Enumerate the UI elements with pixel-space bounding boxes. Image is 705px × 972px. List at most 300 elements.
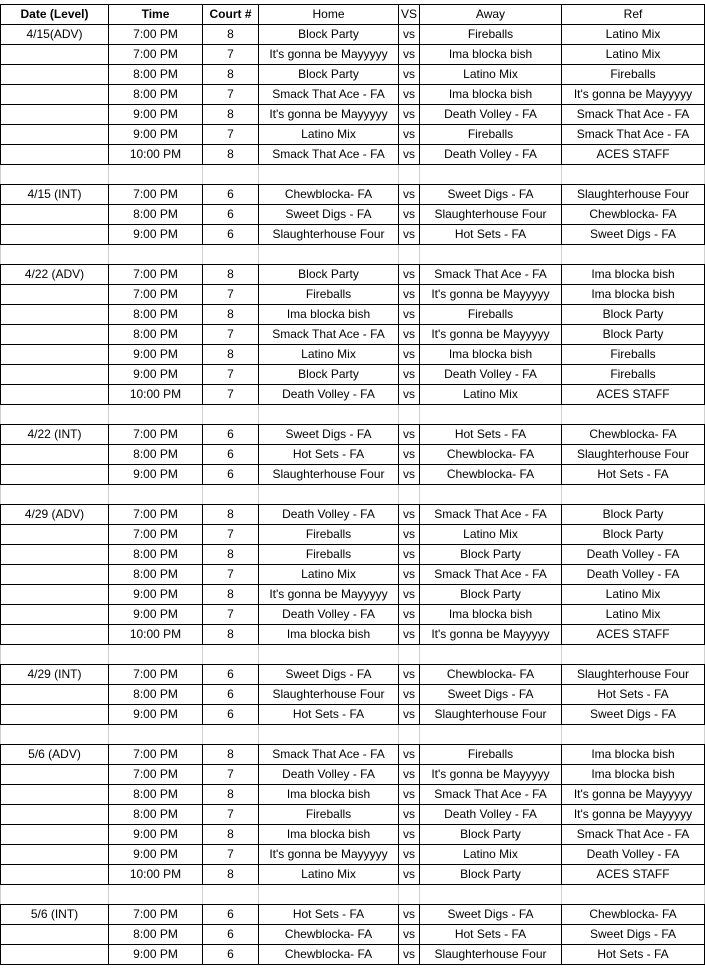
court-cell: 6 <box>203 205 259 225</box>
date-level-empty-cell <box>1 585 109 605</box>
spacer-cell <box>420 405 562 425</box>
ref-cell: Slaughterhouse Four <box>562 665 705 685</box>
home-cell: It's gonna be Mayyyyy <box>259 845 399 865</box>
ref-cell: It's gonna be Mayyyyy <box>562 85 705 105</box>
spacer-cell <box>259 405 399 425</box>
vs-cell: vs <box>399 385 420 405</box>
vs-cell: vs <box>399 525 420 545</box>
time-cell: 7:00 PM <box>109 185 203 205</box>
away-cell: Hot Sets - FA <box>420 925 562 945</box>
table-row <box>1 625 705 645</box>
time-cell: 9:00 PM <box>109 225 203 245</box>
away-cell: Ima blocka bish <box>420 45 562 65</box>
ref-cell: ACES STAFF <box>562 145 705 165</box>
header-ref: Ref <box>562 5 705 25</box>
table-row <box>1 205 705 225</box>
court-cell: 8 <box>203 825 259 845</box>
ref-cell: Slaughterhouse Four <box>562 185 705 205</box>
time-cell: 10:00 PM <box>109 865 203 885</box>
spacer-cell <box>562 645 705 665</box>
date-level-empty-cell <box>1 825 109 845</box>
time-cell: 7:00 PM <box>109 25 203 45</box>
home-cell: Death Volley - FA <box>259 765 399 785</box>
vs-cell: vs <box>399 905 420 925</box>
date-level-cell: 5/6 (ADV) <box>1 745 109 765</box>
time-cell: 9:00 PM <box>109 845 203 865</box>
vs-cell: vs <box>399 925 420 945</box>
court-cell: 6 <box>203 705 259 725</box>
table-row <box>1 285 705 305</box>
home-cell: It's gonna be Mayyyyy <box>259 45 399 65</box>
home-cell: Latino Mix <box>259 345 399 365</box>
home-cell: Latino Mix <box>259 125 399 145</box>
court-cell: 6 <box>203 185 259 205</box>
time-cell: 9:00 PM <box>109 945 203 965</box>
vs-cell: vs <box>399 765 420 785</box>
spacer-cell <box>259 485 399 505</box>
date-level-empty-cell <box>1 465 109 485</box>
table-row <box>1 865 705 885</box>
court-cell: 8 <box>203 745 259 765</box>
court-cell: 6 <box>203 465 259 485</box>
court-cell: 7 <box>203 805 259 825</box>
home-cell: It's gonna be Mayyyyy <box>259 585 399 605</box>
date-level-empty-cell <box>1 785 109 805</box>
table-row <box>1 665 705 685</box>
home-cell: Smack That Ace - FA <box>259 85 399 105</box>
ref-cell: Fireballs <box>562 345 705 365</box>
vs-cell: vs <box>399 305 420 325</box>
court-cell: 6 <box>203 445 259 465</box>
vs-cell: vs <box>399 285 420 305</box>
date-level-empty-cell <box>1 225 109 245</box>
vs-cell: vs <box>399 845 420 865</box>
home-cell: Fireballs <box>259 285 399 305</box>
home-cell: Ima blocka bish <box>259 825 399 845</box>
court-cell: 8 <box>203 265 259 285</box>
ref-cell: Ima blocka bish <box>562 745 705 765</box>
vs-cell: vs <box>399 225 420 245</box>
court-cell: 6 <box>203 425 259 445</box>
vs-cell: vs <box>399 625 420 645</box>
header-away: Away <box>420 5 562 25</box>
vs-cell: vs <box>399 85 420 105</box>
spacer-cell <box>1 405 109 425</box>
ref-cell: Hot Sets - FA <box>562 465 705 485</box>
spacer-cell <box>109 245 203 265</box>
vs-cell: vs <box>399 445 420 465</box>
home-cell: Fireballs <box>259 545 399 565</box>
away-cell: Fireballs <box>420 125 562 145</box>
court-cell: 6 <box>203 945 259 965</box>
ref-cell: Sweet Digs - FA <box>562 225 705 245</box>
away-cell: Fireballs <box>420 745 562 765</box>
date-level-empty-cell <box>1 285 109 305</box>
ref-cell: Slaughterhouse Four <box>562 445 705 465</box>
date-level-empty-cell <box>1 565 109 585</box>
ref-cell: Latino Mix <box>562 45 705 65</box>
table-row <box>1 125 705 145</box>
spacer-cell <box>259 165 399 185</box>
ref-cell: ACES STAFF <box>562 385 705 405</box>
spacer-cell <box>109 885 203 905</box>
spacer-cell <box>259 245 399 265</box>
spacer-row <box>1 725 705 745</box>
date-level-empty-cell <box>1 845 109 865</box>
vs-cell: vs <box>399 345 420 365</box>
away-cell: Slaughterhouse Four <box>420 945 562 965</box>
spacer-row <box>1 405 705 425</box>
table-row <box>1 605 705 625</box>
away-cell: Block Party <box>420 545 562 565</box>
vs-cell: vs <box>399 705 420 725</box>
ref-cell: Ima blocka bish <box>562 285 705 305</box>
court-cell: 6 <box>203 665 259 685</box>
spacer-cell <box>399 165 420 185</box>
spacer-cell <box>109 725 203 745</box>
table-row <box>1 365 705 385</box>
spacer-cell <box>420 485 562 505</box>
away-cell: Slaughterhouse Four <box>420 205 562 225</box>
vs-cell: vs <box>399 365 420 385</box>
spacer-cell <box>562 245 705 265</box>
away-cell: Smack That Ace - FA <box>420 505 562 525</box>
ref-cell: Sweet Digs - FA <box>562 925 705 945</box>
court-cell: 7 <box>203 565 259 585</box>
date-level-cell: 4/15 (INT) <box>1 185 109 205</box>
time-cell: 9:00 PM <box>109 365 203 385</box>
home-cell: Fireballs <box>259 805 399 825</box>
away-cell: Chewblocka- FA <box>420 465 562 485</box>
table-row <box>1 925 705 945</box>
vs-cell: vs <box>399 425 420 445</box>
spacer-cell <box>562 485 705 505</box>
vs-cell: vs <box>399 325 420 345</box>
time-cell: 7:00 PM <box>109 425 203 445</box>
ref-cell: Latino Mix <box>562 605 705 625</box>
table-row <box>1 185 705 205</box>
home-cell: Smack That Ace - FA <box>259 325 399 345</box>
away-cell: Ima blocka bish <box>420 85 562 105</box>
table-row <box>1 565 705 585</box>
spacer-cell <box>399 405 420 425</box>
spacer-cell <box>203 725 259 745</box>
home-cell: Slaughterhouse Four <box>259 685 399 705</box>
date-level-empty-cell <box>1 45 109 65</box>
spacer-cell <box>203 245 259 265</box>
ref-cell: It's gonna be Mayyyyy <box>562 805 705 825</box>
vs-cell: vs <box>399 685 420 705</box>
spacer-row <box>1 885 705 905</box>
home-cell: Chewblocka- FA <box>259 185 399 205</box>
table-row <box>1 305 705 325</box>
away-cell: Slaughterhouse Four <box>420 705 562 725</box>
spacer-cell <box>420 885 562 905</box>
time-cell: 10:00 PM <box>109 145 203 165</box>
away-cell: Ima blocka bish <box>420 605 562 625</box>
vs-cell: vs <box>399 545 420 565</box>
table-row <box>1 85 705 105</box>
time-cell: 8:00 PM <box>109 445 203 465</box>
court-cell: 7 <box>203 45 259 65</box>
table-row <box>1 545 705 565</box>
home-cell: Block Party <box>259 265 399 285</box>
date-level-empty-cell <box>1 765 109 785</box>
court-cell: 6 <box>203 925 259 945</box>
time-cell: 8:00 PM <box>109 785 203 805</box>
time-cell: 9:00 PM <box>109 585 203 605</box>
home-cell: It's gonna be Mayyyyy <box>259 105 399 125</box>
spacer-row <box>1 165 705 185</box>
date-level-empty-cell <box>1 685 109 705</box>
away-cell: It's gonna be Mayyyyy <box>420 625 562 645</box>
ref-cell: Ima blocka bish <box>562 765 705 785</box>
spacer-cell <box>109 405 203 425</box>
away-cell: Block Party <box>420 825 562 845</box>
spacer-row <box>1 645 705 665</box>
spacer-cell <box>399 645 420 665</box>
date-level-empty-cell <box>1 525 109 545</box>
home-cell: Death Volley - FA <box>259 605 399 625</box>
time-cell: 7:00 PM <box>109 285 203 305</box>
ref-cell: Chewblocka- FA <box>562 205 705 225</box>
table-row <box>1 685 705 705</box>
court-cell: 8 <box>203 345 259 365</box>
court-cell: 8 <box>203 145 259 165</box>
date-level-empty-cell <box>1 305 109 325</box>
home-cell: Latino Mix <box>259 865 399 885</box>
table-row <box>1 845 705 865</box>
date-level-empty-cell <box>1 805 109 825</box>
time-cell: 8:00 PM <box>109 325 203 345</box>
ref-cell: Death Volley - FA <box>562 565 705 585</box>
table-row <box>1 785 705 805</box>
time-cell: 7:00 PM <box>109 45 203 65</box>
vs-cell: vs <box>399 185 420 205</box>
vs-cell: vs <box>399 945 420 965</box>
spacer-cell <box>562 725 705 745</box>
away-cell: Fireballs <box>420 305 562 325</box>
date-level-cell: 4/29 (INT) <box>1 665 109 685</box>
date-level-empty-cell <box>1 85 109 105</box>
date-level-empty-cell <box>1 605 109 625</box>
home-cell: Sweet Digs - FA <box>259 205 399 225</box>
court-cell: 8 <box>203 625 259 645</box>
court-cell: 8 <box>203 65 259 85</box>
table-row <box>1 385 705 405</box>
time-cell: 8:00 PM <box>109 305 203 325</box>
table-row <box>1 145 705 165</box>
home-cell: Smack That Ace - FA <box>259 145 399 165</box>
spacer-cell <box>259 885 399 905</box>
header-time: Time <box>109 5 203 25</box>
ref-cell: Death Volley - FA <box>562 845 705 865</box>
spacer-cell <box>1 485 109 505</box>
home-cell: Hot Sets - FA <box>259 445 399 465</box>
ref-cell: Smack That Ace - FA <box>562 125 705 145</box>
vs-cell: vs <box>399 665 420 685</box>
table-row <box>1 25 705 45</box>
ref-cell: Death Volley - FA <box>562 545 705 565</box>
ref-cell: Block Party <box>562 505 705 525</box>
away-cell: It's gonna be Mayyyyy <box>420 325 562 345</box>
table-row <box>1 45 705 65</box>
ref-cell: Latino Mix <box>562 25 705 45</box>
away-cell: Hot Sets - FA <box>420 425 562 445</box>
table-row <box>1 225 705 245</box>
home-cell: Slaughterhouse Four <box>259 465 399 485</box>
time-cell: 9:00 PM <box>109 605 203 625</box>
table-row <box>1 745 705 765</box>
spacer-cell <box>109 165 203 185</box>
spacer-cell <box>420 165 562 185</box>
court-cell: 7 <box>203 845 259 865</box>
date-level-cell: 4/15(ADV) <box>1 25 109 45</box>
spacer-cell <box>399 485 420 505</box>
court-cell: 7 <box>203 385 259 405</box>
spacer-cell <box>562 165 705 185</box>
table-row <box>1 905 705 925</box>
spacer-row <box>1 485 705 505</box>
time-cell: 7:00 PM <box>109 665 203 685</box>
table-row <box>1 425 705 445</box>
time-cell: 8:00 PM <box>109 805 203 825</box>
away-cell: Death Volley - FA <box>420 805 562 825</box>
vs-cell: vs <box>399 145 420 165</box>
spacer-cell <box>562 885 705 905</box>
spacer-cell <box>420 645 562 665</box>
ref-cell: Fireballs <box>562 365 705 385</box>
away-cell: Latino Mix <box>420 385 562 405</box>
away-cell: Block Party <box>420 585 562 605</box>
header-court: Court # <box>203 5 259 25</box>
date-level-empty-cell <box>1 705 109 725</box>
court-cell: 8 <box>203 585 259 605</box>
table-row <box>1 445 705 465</box>
spacer-cell <box>259 725 399 745</box>
time-cell: 9:00 PM <box>109 105 203 125</box>
date-level-empty-cell <box>1 945 109 965</box>
away-cell: Sweet Digs - FA <box>420 685 562 705</box>
date-level-empty-cell <box>1 625 109 645</box>
ref-cell: Block Party <box>562 525 705 545</box>
schedule-table <box>0 4 705 965</box>
time-cell: 7:00 PM <box>109 505 203 525</box>
home-cell: Fireballs <box>259 525 399 545</box>
vs-cell: vs <box>399 105 420 125</box>
table-row <box>1 325 705 345</box>
time-cell: 7:00 PM <box>109 745 203 765</box>
time-cell: 8:00 PM <box>109 65 203 85</box>
ref-cell: Sweet Digs - FA <box>562 705 705 725</box>
away-cell: Block Party <box>420 865 562 885</box>
ref-cell: ACES STAFF <box>562 625 705 645</box>
spacer-cell <box>1 885 109 905</box>
vs-cell: vs <box>399 25 420 45</box>
vs-cell: vs <box>399 65 420 85</box>
away-cell: Sweet Digs - FA <box>420 185 562 205</box>
ref-cell: Latino Mix <box>562 585 705 605</box>
home-cell: Death Volley - FA <box>259 385 399 405</box>
header-row <box>1 5 705 25</box>
time-cell: 10:00 PM <box>109 385 203 405</box>
table-row <box>1 805 705 825</box>
ref-cell: Hot Sets - FA <box>562 685 705 705</box>
time-cell: 7:00 PM <box>109 525 203 545</box>
home-cell: Ima blocka bish <box>259 305 399 325</box>
court-cell: 7 <box>203 125 259 145</box>
date-level-cell: 5/6 (INT) <box>1 905 109 925</box>
home-cell: Ima blocka bish <box>259 785 399 805</box>
date-level-empty-cell <box>1 145 109 165</box>
vs-cell: vs <box>399 585 420 605</box>
spacer-cell <box>420 725 562 745</box>
date-level-empty-cell <box>1 125 109 145</box>
home-cell: Sweet Digs - FA <box>259 425 399 445</box>
away-cell: Latino Mix <box>420 65 562 85</box>
date-level-empty-cell <box>1 925 109 945</box>
spacer-cell <box>109 645 203 665</box>
date-level-empty-cell <box>1 325 109 345</box>
time-cell: 8:00 PM <box>109 925 203 945</box>
time-cell: 9:00 PM <box>109 465 203 485</box>
table-row <box>1 705 705 725</box>
time-cell: 8:00 PM <box>109 85 203 105</box>
time-cell: 8:00 PM <box>109 545 203 565</box>
court-cell: 8 <box>203 785 259 805</box>
vs-cell: vs <box>399 605 420 625</box>
court-cell: 8 <box>203 25 259 45</box>
date-level-empty-cell <box>1 345 109 365</box>
court-cell: 7 <box>203 325 259 345</box>
away-cell: Chewblocka- FA <box>420 445 562 465</box>
court-cell: 7 <box>203 605 259 625</box>
spacer-cell <box>1 645 109 665</box>
court-cell: 7 <box>203 285 259 305</box>
away-cell: Smack That Ace - FA <box>420 785 562 805</box>
home-cell: Hot Sets - FA <box>259 905 399 925</box>
header-date: Date (Level) <box>1 5 109 25</box>
spacer-cell <box>203 485 259 505</box>
court-cell: 7 <box>203 365 259 385</box>
table-row <box>1 65 705 85</box>
ref-cell: Fireballs <box>562 65 705 85</box>
table-row <box>1 765 705 785</box>
home-cell: Chewblocka- FA <box>259 925 399 945</box>
home-cell: Hot Sets - FA <box>259 705 399 725</box>
vs-cell: vs <box>399 565 420 585</box>
away-cell: Latino Mix <box>420 845 562 865</box>
table-row <box>1 585 705 605</box>
spacer-cell <box>259 645 399 665</box>
vs-cell: vs <box>399 505 420 525</box>
spacer-cell <box>399 245 420 265</box>
date-level-empty-cell <box>1 65 109 85</box>
home-cell: Slaughterhouse Four <box>259 225 399 245</box>
time-cell: 9:00 PM <box>109 705 203 725</box>
court-cell: 6 <box>203 905 259 925</box>
table-row <box>1 345 705 365</box>
time-cell: 7:00 PM <box>109 905 203 925</box>
court-cell: 8 <box>203 505 259 525</box>
spacer-cell <box>109 485 203 505</box>
time-cell: 9:00 PM <box>109 345 203 365</box>
vs-cell: vs <box>399 465 420 485</box>
date-level-cell: 4/22 (ADV) <box>1 265 109 285</box>
spacer-cell <box>203 405 259 425</box>
vs-cell: vs <box>399 785 420 805</box>
spacer-cell <box>399 885 420 905</box>
